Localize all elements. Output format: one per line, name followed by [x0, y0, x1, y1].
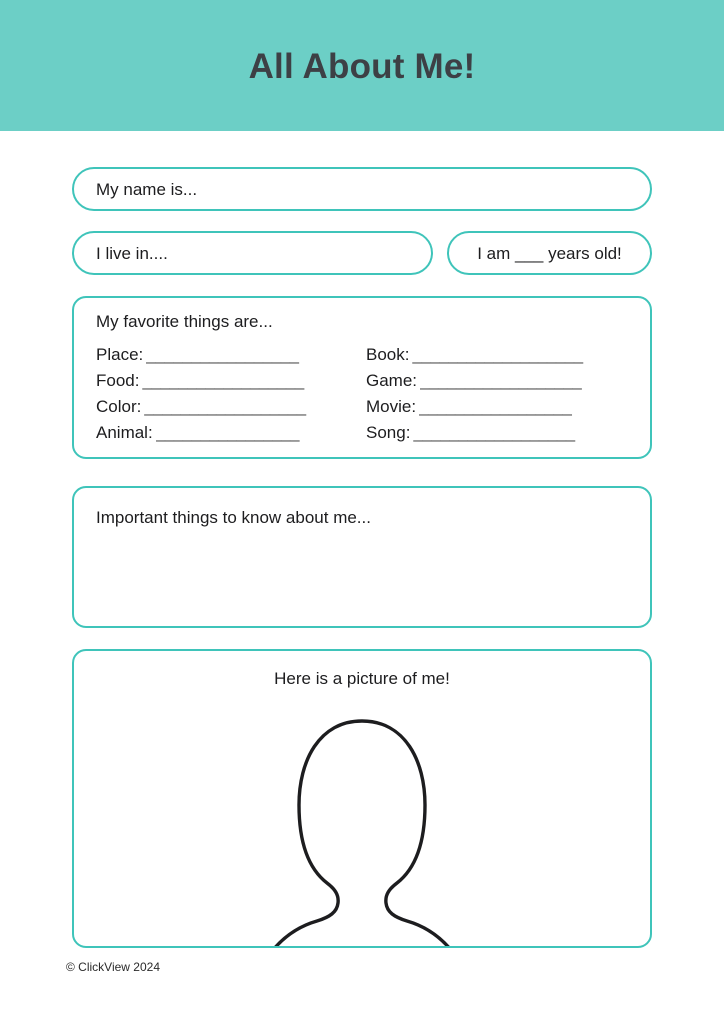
- name-field-label: My name is...: [96, 179, 198, 199]
- important-things-heading: Important things to know about me...: [96, 508, 371, 527]
- favorites-blank-color: __________________: [144, 397, 306, 416]
- favorites-heading: My favorite things are...: [96, 312, 273, 331]
- favorites-label-place: Place:: [96, 345, 144, 364]
- name-field[interactable]: [72, 167, 652, 211]
- favorites-label-movie: Movie:: [366, 397, 417, 416]
- favorites-blank-game: __________________: [420, 371, 582, 390]
- picture-section[interactable]: [72, 649, 652, 948]
- favorites-blank-song: __________________: [413, 423, 575, 442]
- page-header-banner: [0, 0, 724, 131]
- location-field[interactable]: [72, 231, 433, 275]
- location-field-label: I live in....: [96, 243, 168, 263]
- favorites-row-food[interactable]: [96, 368, 366, 394]
- favorites-label-animal: Animal:: [96, 423, 153, 442]
- favorites-blank-animal: ________________: [155, 423, 299, 442]
- important-things-section[interactable]: [72, 486, 652, 628]
- favorites-row-movie[interactable]: [366, 394, 634, 420]
- favorites-row-book[interactable]: [366, 342, 634, 368]
- favorites-blank-book: ___________________: [412, 345, 583, 364]
- favorites-label-game: Game:: [366, 371, 418, 390]
- favorites-label-food: Food:: [96, 371, 140, 390]
- age-field-label: I am ___ years old!: [477, 243, 622, 263]
- favorites-label-song: Song:: [366, 423, 411, 442]
- favorites-row-place[interactable]: [96, 342, 366, 368]
- favorites-label-book: Book:: [366, 345, 410, 364]
- age-field[interactable]: [447, 231, 652, 275]
- picture-heading: Here is a picture of me!: [274, 669, 450, 688]
- favorites-blank-movie: _________________: [419, 397, 572, 416]
- favorites-row-song[interactable]: [366, 420, 634, 446]
- favorites-blank-place: _________________: [146, 345, 299, 364]
- person-silhouette-icon: [217, 713, 507, 948]
- favorites-label-color: Color:: [96, 397, 142, 416]
- footer-copyright: © ClickView 2024: [66, 960, 160, 974]
- favorites-section: [72, 296, 652, 459]
- favorites-blank-food: __________________: [142, 371, 304, 390]
- favorites-row-game[interactable]: [366, 368, 634, 394]
- favorites-row-animal[interactable]: [96, 420, 366, 446]
- favorites-grid: [96, 342, 634, 446]
- favorites-row-color[interactable]: [96, 394, 366, 420]
- page-title: All About Me!: [248, 47, 476, 86]
